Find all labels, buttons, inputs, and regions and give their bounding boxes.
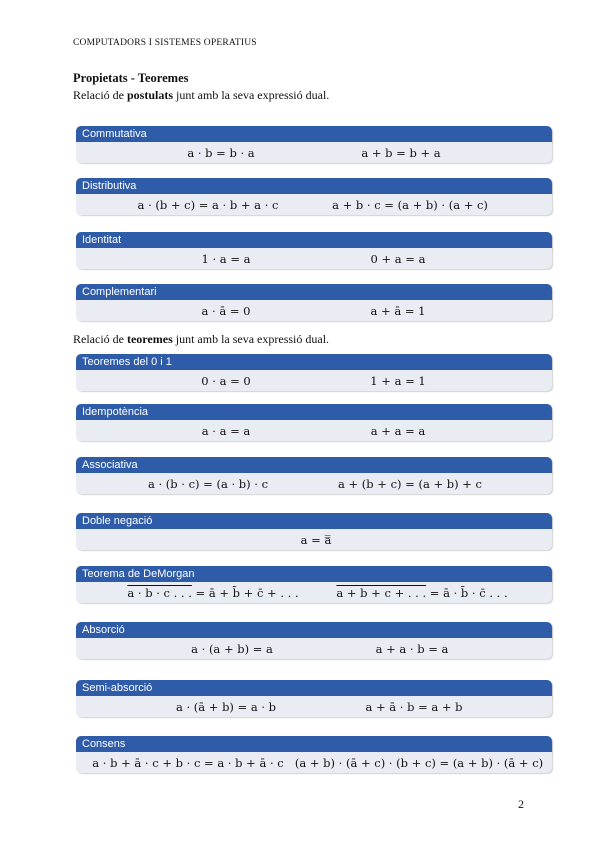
block-title: Commutativa (76, 126, 552, 142)
formula-right: (a + b) · (ā + c) · (b + c) = (a + b) · (ā + c) (294, 755, 544, 770)
formula-left: a · b + ā · c + b · c = a · b + ā · c (92, 755, 284, 770)
formula-left: a · a = a (201, 423, 251, 438)
block-title: Teoremes del 0 i 1 (76, 354, 552, 370)
block-body (76, 638, 552, 659)
formula-left: a · b = b · a (187, 145, 255, 160)
block-body (76, 696, 552, 717)
block-commutativa (76, 126, 552, 163)
formula-left: a · (a + b) = a (191, 641, 273, 656)
formula-right: a + b · c = (a + b) · (a + c) (332, 197, 488, 212)
formula-left: a · ā = 0 (201, 303, 251, 318)
block-complementari (76, 284, 552, 321)
formula-right: a + ā = 1 (370, 303, 426, 318)
formula-left: a · (ā + b) = a · b (175, 699, 277, 714)
block-title: Absorció (76, 622, 552, 638)
block-title: Complementari (76, 284, 552, 300)
block-title: Associativa (76, 457, 552, 473)
formula-right: a + b + c + . . . = ā · b̄ · c̄ . . . (336, 585, 508, 600)
block-title: Distributiva (76, 178, 552, 194)
formula-left: a · b · c . . . = ā + b̄ + c̄ + . . . (127, 585, 299, 600)
block-body (76, 248, 552, 269)
block-doble-negacio (76, 513, 552, 550)
block-body (76, 752, 552, 773)
block-title: Consens (76, 736, 552, 752)
block-idempotencia (76, 404, 552, 441)
block-body (76, 142, 552, 163)
formula-right: a + b = b + a (361, 145, 441, 160)
formula-center: a = a̿ (300, 532, 332, 547)
formula-right: 1 + a = 1 (370, 373, 426, 388)
block-body (76, 582, 552, 603)
page-number: 2 (518, 797, 524, 811)
block-body (76, 473, 552, 494)
running-header: COMPUTADORS I SISTEMES OPERATIUS (73, 38, 257, 48)
block-identitat (76, 232, 552, 269)
block-body (76, 194, 552, 215)
overlined-term: a + b + c + . . . (336, 585, 427, 600)
block-body (76, 300, 552, 321)
intro-postulats: Relació de postulats junt amb la seva expressió dual. (73, 88, 330, 102)
block-body (76, 370, 552, 391)
block-semi-absorcio (76, 680, 552, 717)
intro-teoremes: Relació de teoremes junt amb la seva expressió dual. (73, 332, 330, 346)
block-title: Semi-absorció (76, 680, 552, 696)
block-demorgan (76, 566, 552, 603)
block-body (76, 529, 552, 550)
formula-right: a + (b + c) = (a + b) + c (338, 476, 482, 491)
formula-right: 0 + a = a (370, 251, 426, 266)
block-title: Doble negació (76, 513, 552, 529)
formula-left: 0 · a = 0 (201, 373, 251, 388)
block-title: Teorema de DeMorgan (76, 566, 552, 582)
block-title: Identitat (76, 232, 552, 248)
formula-left: a · (b + c) = a · b + a · c (137, 197, 279, 212)
block-associativa (76, 457, 552, 494)
formula-right: a + ā · b = a + b (365, 699, 463, 714)
block-body (76, 420, 552, 441)
block-consens (76, 736, 552, 773)
formula-left: a · (b · c) = (a · b) · c (147, 476, 269, 491)
overlined-term: a · b · c . . . (127, 585, 192, 600)
block-title: Idempotència (76, 404, 552, 420)
block-teoremes-0-1 (76, 354, 552, 391)
block-distributiva (76, 178, 552, 215)
block-absorcio (76, 622, 552, 659)
section-title: Propietats - Teoremes (73, 71, 189, 85)
formula-right: a + a · b = a (375, 641, 449, 656)
formula-left: 1 · a = a (201, 251, 251, 266)
formula-right: a + a = a (370, 423, 426, 438)
